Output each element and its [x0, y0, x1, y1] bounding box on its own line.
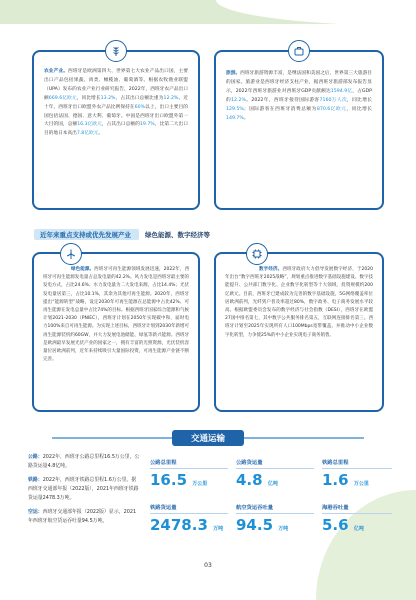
- metric-value: [150, 516, 228, 534]
- tourism-text: [216, 52, 382, 131]
- agri-value: 12.2%: [163, 95, 179, 101]
- agri-value: 60%: [134, 104, 146, 110]
- tourism-card: [214, 50, 384, 210]
- paragraph-text: 2022年，西班牙铁路总里程1.6万公里。据西班牙交通部年报（2022版），2021年西班牙铁路货运量2478.3万吨。: [28, 477, 139, 501]
- agriculture-body: 西班牙是欧洲第四大、世界第七大农业产品出口国，主要出口产品包括果蔬、肉类、橄榄油、葡萄酒等。根据农牧渔业联盟（UPA）发布的农业产业行业研究报告，2022年，西班牙农产品出口额: [44, 69, 188, 101]
- tourism-value: 1594.9亿: [330, 88, 353, 94]
- metric-number: 16.5: [150, 471, 188, 489]
- agriculture-title: 农业产业。: [44, 69, 69, 74]
- green-energy-text: [34, 254, 198, 372]
- paragraph-lead: 铁路：: [28, 477, 43, 483]
- wind-turbine-icon: [60, 243, 82, 265]
- digital-body: 西班牙政府大力倡导发展数字经济，于2020年出台“数字西班牙2025战略”，规划重点推进数字基础设施建设、数字技能提升、公共部门数字化、企业数字化转型等十大领域，投资规模约200亿欧元。目前，西班牙已建成较为完善的数字基础设施，5G网络覆盖率位居欧洲前列，光纤到户普及率超过80%，数字政务、电子商务发展水平较高。: [225, 267, 374, 314]
- paragraph-text: 西班牙交通部年报（2022版）显示，2021年西班牙航空货运吞吐量94.5万吨。: [28, 509, 137, 524]
- metric-label: 公路总里程: [150, 458, 228, 469]
- wheat-icon: [105, 40, 127, 62]
- section-pill: 近年来重点支持或优先发展产业: [34, 229, 139, 240]
- tourism-body: ；国际游客在西班牙消费总额为: [243, 106, 317, 112]
- agriculture-text: [34, 52, 198, 147]
- metric-air-cargo: [236, 503, 314, 534]
- agri-value: 7.8亿欧元: [76, 131, 99, 137]
- metric-value: [236, 471, 314, 489]
- suitcase-icon: [288, 40, 310, 62]
- agriculture-body: 以上，出口主要目的国包括法国、德国、意大利、葡萄牙。中国是西班牙出口欧盟外第一大目的国，总额: [44, 104, 188, 128]
- agri-value: 13.2%: [100, 95, 116, 101]
- tourism-title: 旅游。: [226, 71, 241, 76]
- tourism-body: ，占GDP的: [226, 88, 372, 103]
- agriculture-body: ，同比增长: [76, 95, 101, 101]
- green-energy-body: 西班牙可再生能源领域发展迅速，2022年，西班牙可再生能源发电量占总发电量的42.2%。风力发电是西班牙最主要的发电方式，占比24.6%；水力发电量为二大发电来源，占比14.4%；光伏发电量居第三，占比10.1%，其余为其他可再生能源。2020年，西班牙提出“能源转型”战略，设定2030年可再生能源在总能源中占比42%、可再生能源在发电总量中占比74%的目标。根据西班牙国家综合能源和气候计划2021-2030（PNIEC），西班牙计划在2050年实现碳中和，届时电力100%来自可再生能源。: [43, 267, 190, 330]
- digital-economy-text: [216, 254, 382, 348]
- transport-description: [28, 453, 140, 531]
- agri-value: 16.3亿欧元: [77, 122, 102, 128]
- tourism-body: 。2022年，西班牙接待国际游客: [245, 97, 320, 103]
- metric-value: [322, 471, 392, 489]
- metric-number: 2478.3: [150, 516, 208, 534]
- tourism-body: 西班牙旅游资源丰富，是继法国和美国之后，世界第三大旅游目的国家。旅游业是西班牙经济支柱产业，据西班牙旅游部发布报告显示，2022年西班牙旅游业对西班牙GDP贡献额达: [226, 71, 372, 94]
- agriculture-body: 。: [98, 131, 104, 137]
- metric-unit: 万吨: [213, 526, 224, 532]
- metric-label: 公路货运量: [236, 458, 314, 469]
- metric-unit: 亿吨: [353, 526, 364, 532]
- metric-unit: 亿吨: [267, 481, 278, 487]
- agriculture-body: ，占其出口总额的: [101, 122, 140, 128]
- agriculture-body: 。近十年，西班牙出口欧盟外农产品比例保持在: [44, 95, 188, 110]
- green-energy-body: 为实现上述目标，西班牙计划到2030年新增可再生能源装机约60GW，并大力发展电池储能、绿氢等新兴能源。西班牙是欧洲最早发展光伏产业的国家之一，拥有丰富的光照资源，光伏装机容量位居欧洲前列，近年来持续吸引大量国际投资，可再生能源产业链不断完善。: [43, 324, 189, 363]
- metric-label: 铁路总里程: [322, 458, 392, 469]
- transport-paragraph: [28, 476, 140, 503]
- paragraph-lead: 公路：: [28, 454, 43, 460]
- agriculture-body: ，比第二大出口目的地日本高出: [44, 122, 188, 137]
- paragraph-text: 2022年，西班牙公路总里程16.5万公里，公路货运量4.8亿吨。: [28, 454, 140, 469]
- metric-rail-freight: [150, 503, 228, 534]
- metric-value: [236, 516, 314, 534]
- tourism-body: ，同比增长: [346, 106, 372, 112]
- digital-body: 根据欧盟委员会发布的数字经济与社会指数（DESI），西班牙在欧盟27国中排名第七，其中数字公共服务排名第五，互联网连接排名第三。西班牙计划至2025年实现所有人口100Mbps宽带覆盖，并推动中小企业数字化转型，力争使25%的中小企业实现电子商务销售。: [225, 308, 374, 338]
- agri-value: 669.6亿欧元: [48, 95, 77, 101]
- agri-value: 19.7%: [139, 122, 155, 128]
- metric-label: 海港吞吐量: [322, 503, 392, 514]
- metric-rail-length: [322, 458, 392, 489]
- section-subtitle: 绿色能源、数字经济等: [145, 230, 210, 239]
- transport-paragraph: [28, 508, 140, 526]
- digital-economy-card: [214, 252, 384, 412]
- metric-number: 4.8: [236, 471, 263, 489]
- metric-port-throughput: [322, 503, 392, 534]
- digital-title: 数字经济。: [259, 267, 283, 272]
- green-energy-title: 绿色能源。: [71, 267, 95, 272]
- transport-paragraph: [28, 453, 140, 471]
- metric-label: 铁路货运量: [150, 503, 228, 514]
- metric-unit: 万吨: [278, 526, 289, 532]
- metric-number: 5.6: [322, 516, 349, 534]
- tourism-body: 。: [243, 115, 249, 121]
- metric-value: [150, 471, 228, 489]
- tourism-body: ，同比增长: [347, 97, 372, 103]
- transport-title: 交通运输: [172, 430, 244, 446]
- tourism-value: 129.5%: [226, 106, 244, 112]
- metric-label: 航空货运吞吐量: [236, 503, 314, 514]
- tourism-value: 12.2%: [231, 97, 246, 103]
- metric-unit: 万公里: [353, 481, 369, 487]
- metric-number: 1.6: [322, 471, 349, 489]
- metric-road-length: [150, 458, 228, 489]
- paragraph-lead: 空运：: [28, 509, 43, 515]
- green-energy-card: [32, 252, 200, 412]
- page-number: 03: [204, 562, 212, 569]
- metric-number: 94.5: [236, 516, 274, 534]
- metric-value: [322, 516, 392, 534]
- tourism-value: 7160万人次: [319, 97, 348, 103]
- tourism-value: 870.6亿欧元: [316, 106, 347, 112]
- metric-road-freight: [236, 458, 314, 489]
- tourism-value: 149.7%: [226, 115, 244, 121]
- chip-icon: [246, 243, 268, 265]
- agriculture-card: [32, 50, 200, 210]
- priority-industries-banner: [34, 228, 210, 240]
- agriculture-body: ，占其出口总额比重为: [115, 95, 164, 101]
- metric-unit: 万公里: [192, 481, 208, 487]
